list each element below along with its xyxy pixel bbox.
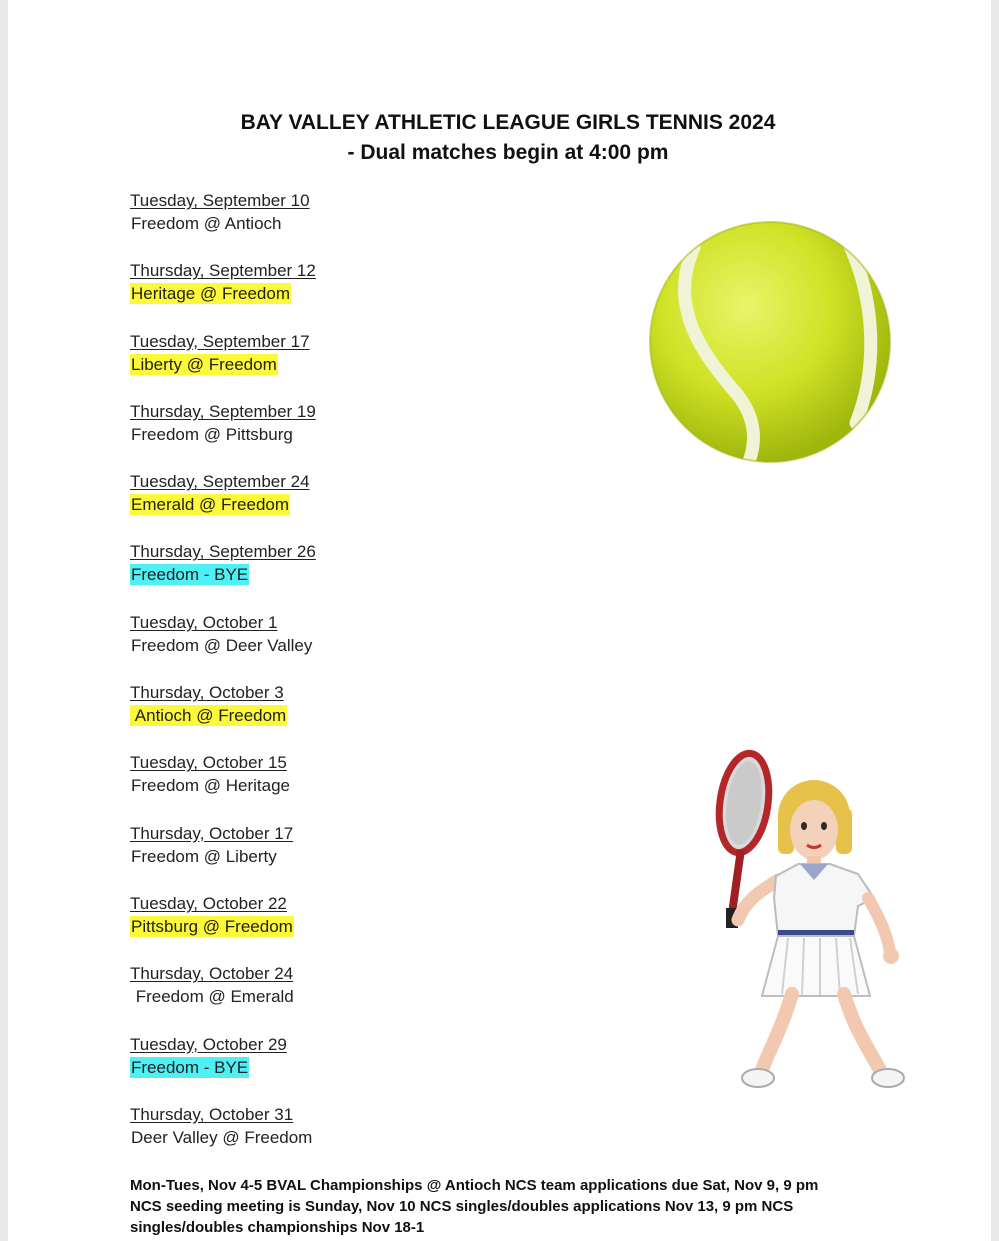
match-date: Thursday, September 26 [130, 542, 316, 562]
match-date: Tuesday, September 17 [130, 331, 310, 351]
match-teams-text: Emerald @ Freedom [131, 495, 290, 515]
match-teams-text: Freedom @ Heritage [131, 776, 290, 796]
match-teams [130, 353, 550, 377]
match-date: Tuesday, September 10 [130, 191, 310, 210]
match-teams [130, 704, 550, 728]
match-teams [130, 493, 550, 517]
match-date: Tuesday, September 24 [130, 472, 310, 492]
match-date: Tuesday, October 29 [130, 1034, 287, 1054]
match-entry [130, 331, 550, 401]
title-line-1: BAY VALLEY ATHLETIC LEAGUE GIRLS TENNIS 2024 [240, 111, 776, 134]
tennis-player-illustration [708, 748, 928, 1093]
match-teams-text: Freedom @ Emerald [131, 987, 294, 1007]
match-teams-text: Freedom - BYE [131, 565, 249, 585]
notes-line-1: Mon-Tues, Nov 4-5 BVAL Championships @ Antioch NCS team applications due Sat, Nov 9, 9 pm [130, 1177, 819, 1194]
match-teams-text: Liberty @ Freedom [131, 354, 277, 374]
match-date: Thursday, October 3 [130, 683, 284, 703]
match-teams [130, 282, 550, 306]
match-date: Thursday, October 24 [130, 964, 294, 984]
match-entry [130, 963, 550, 1033]
match-entry [130, 682, 550, 752]
match-teams-text: Freedom @ Deer Valley [131, 635, 313, 655]
match-teams-text: Deer Valley @ Freedom [131, 1127, 313, 1147]
match-date: Thursday, October 17 [130, 823, 294, 843]
match-teams [130, 423, 550, 447]
match-date: Tuesday, October 15 [130, 753, 287, 773]
match-entry [130, 260, 550, 330]
match-teams-text: Antioch @ Freedom [131, 706, 287, 726]
match-teams-text: Freedom @ Pittsburg [131, 424, 293, 444]
championship-notes [130, 1175, 890, 1238]
match-entry [130, 893, 550, 963]
match-teams [130, 1056, 550, 1080]
match-teams [130, 563, 550, 587]
match-teams [130, 774, 550, 798]
match-teams [130, 845, 550, 869]
match-teams [130, 985, 550, 1009]
match-entry [130, 1104, 550, 1174]
notes-line-2: NCS seeding meeting is Sunday, Nov 10 NCS singles/doubles applications Nov 13, 9 pm NCS [130, 1198, 794, 1215]
match-teams-text: Freedom @ Liberty [131, 846, 277, 866]
match-date: Thursday, September 19 [130, 401, 316, 421]
match-entry [130, 471, 550, 541]
match-teams-text: Freedom @ Antioch [131, 214, 282, 233]
match-date: Thursday, September 12 [130, 261, 316, 281]
match-entry [130, 541, 550, 611]
match-date: Tuesday, October 1 [130, 612, 278, 632]
document-page [8, 0, 991, 1241]
match-schedule [130, 190, 550, 1174]
notes-line-3: singles/doubles championships Nov 18-1 [130, 1219, 425, 1236]
match-teams [130, 1126, 550, 1150]
page-title [8, 108, 999, 168]
match-teams-text: Pittsburg @ Freedom [131, 916, 293, 936]
match-teams [130, 634, 550, 658]
match-date: Tuesday, October 22 [130, 893, 287, 913]
match-entry [130, 823, 550, 893]
match-teams [130, 915, 550, 939]
match-entry [130, 190, 550, 260]
match-date: Thursday, October 31 [130, 1104, 294, 1124]
match-teams-text: Freedom - BYE [131, 1057, 249, 1077]
tennis-ball-icon [646, 218, 894, 466]
match-teams-text: Heritage @ Freedom [131, 284, 290, 304]
match-entry [130, 1034, 550, 1104]
match-entry [130, 612, 550, 682]
match-entry [130, 401, 550, 471]
title-line-2: - Dual matches begin at 4:00 pm [347, 141, 669, 164]
match-teams [130, 212, 550, 236]
match-entry [130, 752, 550, 822]
